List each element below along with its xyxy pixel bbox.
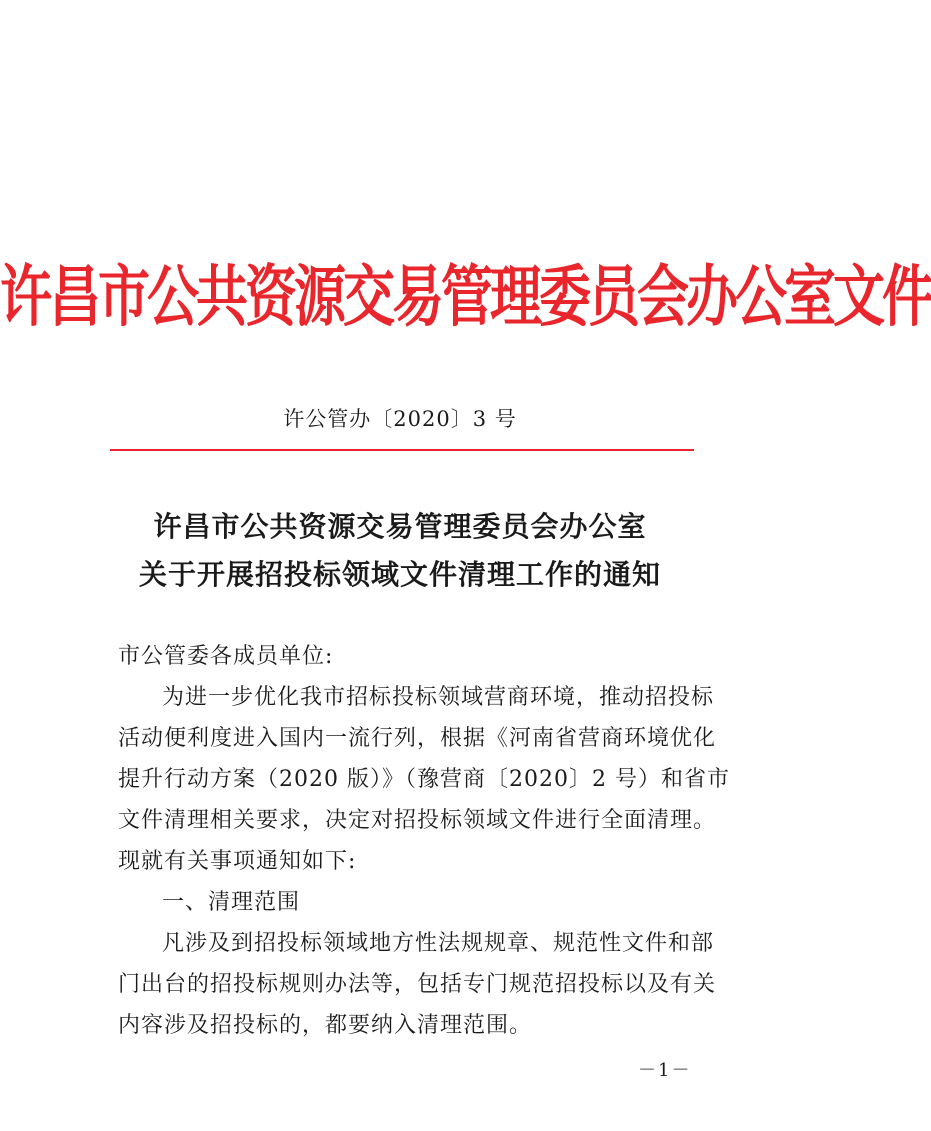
paragraph-1-line-5: 现就有关事项通知如下: (118, 849, 357, 874)
page-number: －1－ (638, 1060, 692, 1081)
paragraph-1-line-3: 提升行动方案（2020 版）》（豫营商〔2020〕2 号）和省市 (118, 767, 730, 792)
section-1-heading: 一、清理范围 (162, 890, 301, 915)
notice-title-line-1: 许昌市公共资源交易管理委员会办公室 (153, 510, 647, 543)
salutation: 市公管委各成员单位: (118, 644, 334, 669)
paragraph-1-line-2: 活动便利度进入国内一流行列，根据《河南省营商环境优化 (118, 726, 717, 751)
paragraph-2-line-2: 门出台的招投标规则办法等，包括专门规范招投标以及有关 (118, 972, 717, 997)
paragraph-2-line-1: 凡涉及到招投标领域地方性法规规章、规范性文件和部 (162, 931, 715, 956)
red-divider-line (110, 449, 694, 451)
paragraph-2-line-3: 内容涉及招投标的，都要纳入清理范围。 (118, 1013, 533, 1038)
document-number: 许公管办〔2020〕3 号 (283, 407, 517, 431)
notice-body (118, 636, 730, 1046)
notice-title (0, 503, 800, 599)
notice-title-line-2: 关于开展招投标领域文件清理工作的通知 (138, 558, 661, 591)
red-header-title: 许昌市公共资源交易管理委员会办公室文件 (0, 257, 931, 336)
paragraph-1-line-4: 文件清理相关要求，决定对招投标领域文件进行全面清理。 (118, 808, 717, 833)
paragraph-1-line-1: 为进一步优化我市招标投标领域营商环境，推动招投标 (162, 685, 715, 710)
